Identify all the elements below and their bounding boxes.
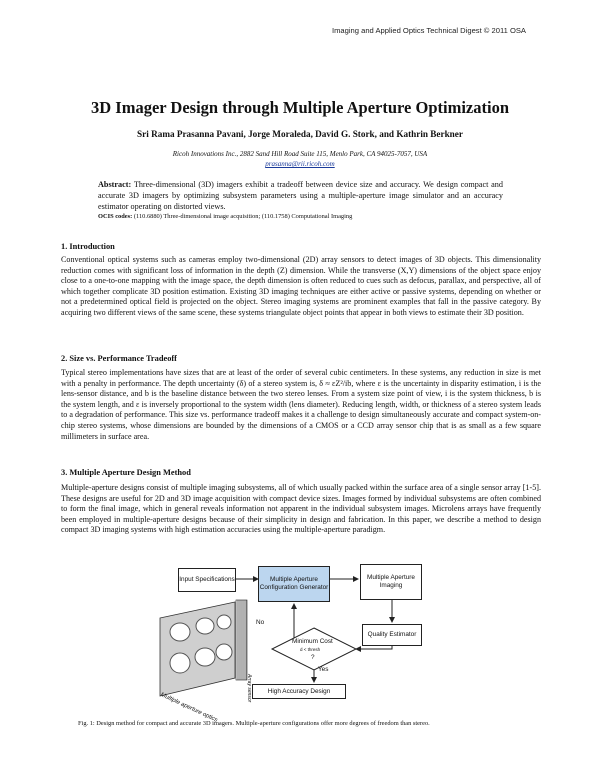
ocis-codes (98, 213, 518, 220)
sensor-label: Array sensor (246, 674, 252, 703)
multiple-aperture-optics-illustration (160, 600, 247, 696)
yes-label: Yes (318, 666, 329, 673)
abstract (98, 179, 503, 212)
quality-estimator-box: Quality Estimator (362, 624, 422, 646)
decision-label: Minimum Cost (292, 638, 333, 645)
section-body: Typical stereo implementations have sizes that are at least of the order of several cubic centimeters. In these systems, any reduction in size is met with a penalty in performance. The depth uncertainty (δ) of a stereo system is, δ ≈ εZ²/ib, where ε is the uncertainty in disparity estimation, i is the lens-sensor distance, and b is the baseline distance between the two stereo lenses. From a system size point of view, i is the system thickness, b is the system length, and ε is inversely proportional to the system width (lens diameter). Reducing length, width, or thickness of a stereo system leads to a degradation of performance. This size vs. performance tradeoff makes it a challenge to design simultaneously accurate and compact system-on-chip stereo systems, whose dimensions are bounded by the dimensions of a CMOS or a CCD array sensor chip that is as small as a few square millimeters in surface area. (61, 368, 541, 441)
configuration-generator-box: Multiple Aperture Configuration Generator (258, 566, 330, 602)
ocis-label: OCIS codes: (98, 213, 133, 220)
high-accuracy-design-box: High Accuracy Design (252, 684, 346, 699)
abstract-label: Abstract: (98, 180, 132, 189)
abstract-text: Three-dimensional (3D) imagers exhibit a tradeoff between device size and accuracy. We design compact and accurate 3D imagers by optimizing subsystem parameters using a multiple-aperture image simulator and an accuracy estimator operating on distorted views. (98, 180, 503, 211)
paper-title: 3D Imager Design through Multiple Aperture Optimization (91, 98, 509, 117)
running-header: Imaging and Applied Optics Technical Digest © 2011 OSA (331, 26, 526, 35)
section-body: Conventional optical systems such as cameras employ two-dimensional (2D) array sensors to detect images of 3D objects. This dimensionality reduction comes with significant loss of information in the depth (Z) dimension. While the transverse (X,Y) dimensions of the object space enjoy close to a one-to-one mapping with the image space, the depth dimension is often reduced to cues such as defocus, parallax, and perspective, all of which together complicate 3D position estimation. Existing 3D imaging techniques are either active or passive systems, depending on whether or not a predetermined optical field is projected on the object. Stereo imaging systems are prominent examples that fall in the passive category. By acquiring two different views of the same scene, these systems triangulate object points that appear in both views to estimate their 3D position. (61, 255, 541, 317)
optics-label: Multiple aperture optics (159, 692, 219, 724)
decision-question-mark: ? (311, 654, 315, 661)
multiple-aperture-imaging-box: Multiple Aperture Imaging (360, 564, 422, 600)
email-link[interactable]: prasanna@rii.ricoh.com (265, 160, 335, 168)
affiliation: Ricoh Innovations Inc., 2882 Sand Hill Road Suite 115, Menlo Park, CA 94025-7057, USA (172, 150, 428, 158)
input-specifications-box: Input Specifications (178, 568, 236, 592)
author-list: Sri Rama Prasanna Pavani, Jorge Moraleda, David G. Stork, and Kathrin Berkner (137, 129, 463, 139)
figure-caption: Fig. 1: Design method for compact and accurate 3D imagers. Multiple-aperture configurations offer more degrees of freedom than stereo. (78, 720, 430, 727)
section-heading: 2. Size vs. Performance Tradeoff (61, 354, 177, 363)
section-heading: 3. Multiple Aperture Design Method (61, 468, 191, 477)
no-label: No (256, 619, 265, 626)
section-heading: 1. Introduction (61, 242, 115, 251)
section-body: Multiple-aperture designs consist of multiple imaging subsystems, all of which usually packed within the surface area of a single sensor array [1-5]. These designs are useful for 2D and 3D image acquisition with compact device sizes. Images formed by individual subsystems are often combined to form the final image, which in general reveals information not apparent in the individual subsystem images. Microlens arrays have frequently been employed in multiple-aperture designs because of their simplicity in design and fabrication. In this paper, we describe a method to design compact 3D imaging systems with high estimation accuracies using the multiple-aperture paradigm. (61, 483, 541, 535)
decision-condition: d < thresh (300, 647, 321, 652)
ocis-text: (110.6880) Three-dimensional image acquisition; (110.1758) Computational Imaging (133, 213, 353, 220)
